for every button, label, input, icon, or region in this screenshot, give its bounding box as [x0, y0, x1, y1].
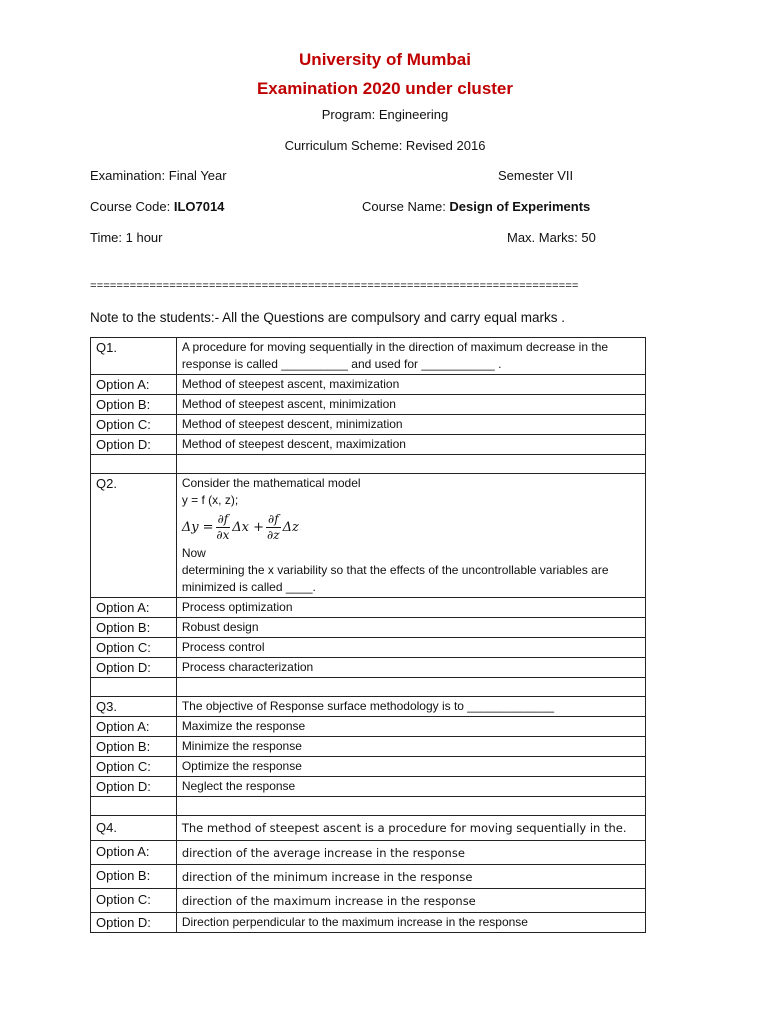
option-label: Option A:: [91, 717, 177, 737]
table-row: [91, 435, 646, 455]
program-line: Program: Engineering: [321, 107, 449, 122]
course-code-label: Course Code:: [90, 199, 174, 214]
question-text-line: y = f (x, z);: [181, 493, 239, 507]
question-text: [176, 474, 645, 598]
option-text: Method of steepest descent, minimization: [176, 415, 645, 435]
option-text: Minimize the response: [176, 737, 645, 757]
option-text: direction of the maximum increase in the response: [176, 889, 645, 913]
option-label: Option D:: [91, 777, 177, 797]
fraction-denominator: ∂x: [216, 527, 230, 542]
table-row: [91, 375, 646, 395]
table-row: [91, 598, 646, 618]
option-label: Option D:: [91, 658, 177, 678]
exam-title: Examination 2020 under cluster: [256, 79, 514, 98]
course-name-label: Course Name:: [362, 199, 450, 214]
option-label: Option C:: [91, 415, 177, 435]
option-label: Option B:: [91, 395, 177, 415]
question-text-line: determining the x variability so that the effects of the uncontrollable variables are minimized is called ____.: [181, 563, 609, 594]
question-text: The method of steepest ascent is a procedure for moving sequentially in the.: [176, 816, 645, 841]
spacer-row: [91, 797, 646, 816]
spacer-row: [91, 678, 646, 697]
option-text: direction of the minimum increase in the response: [176, 865, 645, 889]
table-row: [91, 841, 646, 865]
examination-line: Examination: Final Year: [90, 168, 227, 183]
course-code-line: [90, 199, 224, 214]
option-text: Direction perpendicular to the maximum increase in the response: [176, 913, 645, 933]
fraction-denominator: ∂z: [267, 527, 280, 542]
option-text: direction of the average increase in the response: [176, 841, 645, 865]
option-label: Option C:: [91, 889, 177, 913]
option-text: Process control: [176, 638, 645, 658]
table-row: [91, 816, 646, 841]
spacer-row: [91, 455, 646, 474]
option-label: Option A:: [91, 598, 177, 618]
option-label: Option A:: [91, 841, 177, 865]
course-code: ILO7014: [173, 199, 225, 214]
math-fraction: [216, 512, 231, 543]
table-row: [91, 865, 646, 889]
option-text: Process optimization: [176, 598, 645, 618]
table-row: [91, 395, 646, 415]
option-text: Method of steepest ascent, maximization: [176, 375, 645, 395]
questions-table: [90, 337, 646, 933]
question-label: Q4.: [91, 816, 177, 841]
table-row: [91, 474, 646, 598]
table-row: [91, 415, 646, 435]
question-text-line: Consider the mathematical model: [181, 476, 361, 490]
option-text: Optimize the response: [176, 757, 645, 777]
table-row: [91, 777, 646, 797]
question-text-line: Now: [181, 546, 206, 560]
math-term: Δx +: [232, 519, 264, 535]
table-row: [91, 717, 646, 737]
table-row: [91, 737, 646, 757]
university-title: University of Mumbai: [299, 50, 471, 69]
math-term: Δz: [282, 519, 299, 535]
fraction-numerator: ∂f: [217, 511, 229, 526]
math-fraction: [266, 512, 281, 543]
question-text: A procedure for moving sequentially in the direction of maximum decrease in the response is called __________ and used for ___________ .: [176, 338, 645, 375]
option-text: Method of steepest ascent, minimization: [176, 395, 645, 415]
max-marks-line: Max. Marks: 50: [507, 230, 596, 245]
table-row: [91, 618, 646, 638]
table-row: [91, 913, 646, 933]
option-text: Neglect the response: [176, 777, 645, 797]
table-row: [91, 338, 646, 375]
option-text: Method of steepest descent, maximization: [176, 435, 645, 455]
option-text: Robust design: [176, 618, 645, 638]
table-row: [91, 658, 646, 678]
option-label: Option A:: [91, 375, 177, 395]
separator-line: ==========================================================================: [90, 281, 579, 293]
option-text: Process characterization: [176, 658, 645, 678]
semester-line: Semester VII: [498, 168, 574, 183]
option-label: Option B:: [91, 737, 177, 757]
option-label: Option D:: [91, 913, 177, 933]
option-label: Option C:: [91, 757, 177, 777]
course-name: Design of Experiments: [449, 199, 591, 214]
fraction-numerator: ∂f: [267, 511, 279, 526]
question-label: Q2.: [91, 474, 177, 598]
time-line: Time: 1 hour: [90, 230, 163, 245]
course-name-line: [362, 199, 590, 214]
table-row: [91, 697, 646, 717]
math-lhs: Δy =: [181, 519, 214, 535]
option-text: Maximize the response: [176, 717, 645, 737]
option-label: Option B:: [91, 865, 177, 889]
option-label: Option B:: [91, 618, 177, 638]
option-label: Option C:: [91, 638, 177, 658]
question-label: Q1.: [91, 338, 177, 375]
table-row: [91, 757, 646, 777]
question-text: The objective of Response surface methodology is to _____________: [176, 697, 645, 717]
table-row: [91, 889, 646, 913]
curriculum-line: Curriculum Scheme: Revised 2016: [284, 138, 486, 153]
option-label: Option D:: [91, 435, 177, 455]
table-row: [91, 638, 646, 658]
student-note: Note to the students:- All the Questions are compulsory and carry equal marks .: [90, 310, 565, 325]
math-equation: [182, 509, 640, 545]
question-label: Q3.: [91, 697, 177, 717]
